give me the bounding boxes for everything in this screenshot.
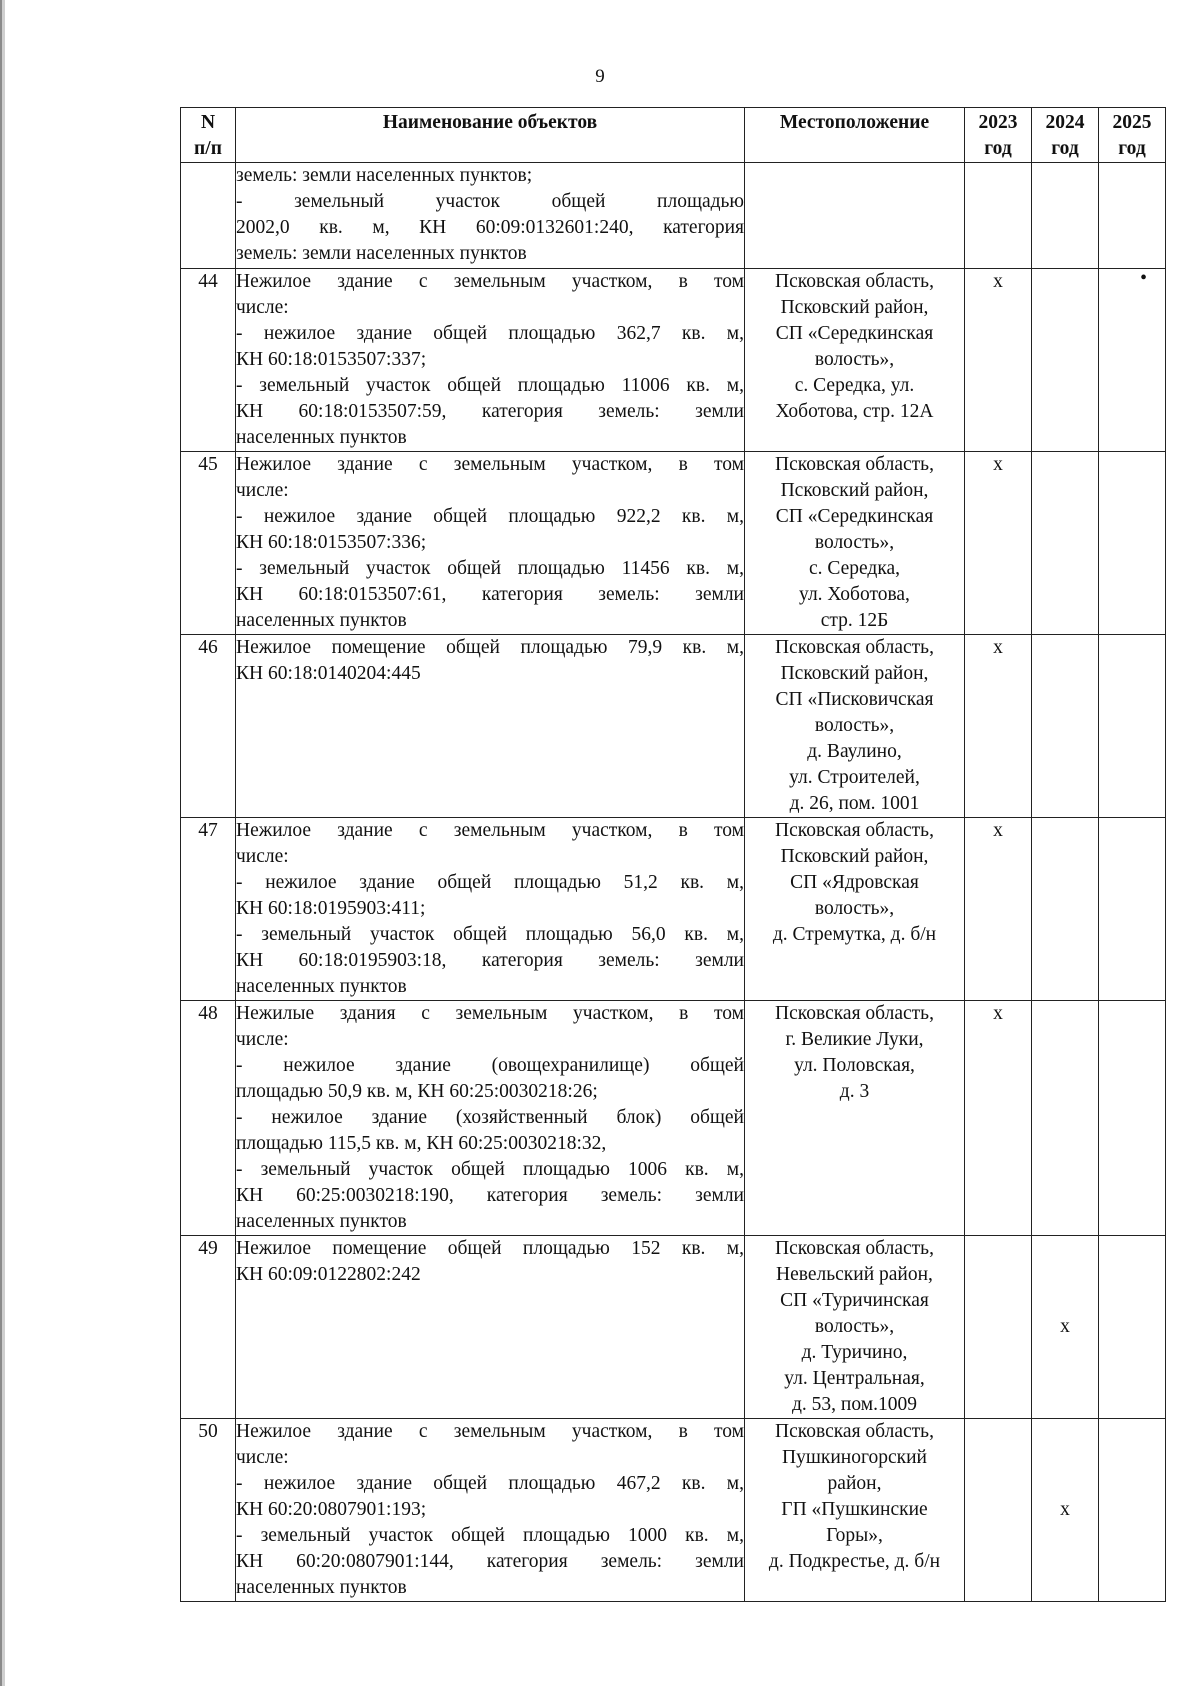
header-name: Наименование объектов [236, 108, 745, 163]
mark-2025 [1099, 1236, 1166, 1419]
object-location: Псковская область, Псковский район, СП «Ядровская волость», д. Стремутка, д. б/н [745, 818, 965, 1001]
mark-2023: х [965, 452, 1032, 635]
mark-2023: х [965, 1001, 1032, 1236]
header-2024: 2024 год [1032, 108, 1099, 163]
mark-2025 [1099, 1419, 1166, 1602]
mark-2025 [1099, 269, 1166, 452]
table-row [181, 269, 1166, 452]
object-description: Нежилое здание с земельным участком, в том числе: - нежилое здание общей площадью 922,2 кв. м, КН 60:18:0153507:336; - земельный участок общей площадью 11456 кв. м, КН 60:18:0153507:61, категория земель: земли населенных пунктов [236, 452, 745, 635]
objects-table [180, 107, 1166, 1602]
mark-2025 [1099, 635, 1166, 818]
header-location: Местоположение [745, 108, 965, 163]
mark-2024 [1032, 818, 1099, 1001]
page-number: 9 [595, 66, 605, 87]
object-location: Псковская область, Псковский район, СП «Середкинская волость», с. Середка, ул. Хоботова, стр. 12А [745, 269, 965, 452]
object-location: Псковская область, Невельский район, СП «Туричинская волость», д. Туричино, ул. Центральная, д. 53, пом.1009 [745, 1236, 965, 1419]
object-description: Нежилое здание с земельным участком, в том числе: - нежилое здание общей площадью 51,2 кв. м, КН 60:18:0195903:411; - земельный участок общей площадью 56,0 кв. м, КН 60:18:0195903:18, категория земель: земли населенных пунктов [236, 818, 745, 1001]
row-number: 44 [181, 269, 236, 452]
table-row [181, 1001, 1166, 1236]
object-description: Нежилое здание с земельным участком, в том числе: - нежилое здание общей площадью 362,7 кв. м, КН 60:18:0153507:337; - земельный участок общей площадью 11006 кв. м, КН 60:18:0153507:59, категория земель: земли населенных пунктов [236, 269, 745, 452]
table-row [181, 818, 1166, 1001]
table-row [181, 1419, 1166, 1602]
mark-2024: х [1032, 1236, 1099, 1419]
mark-2025 [1099, 1001, 1166, 1236]
table-header-row [181, 108, 1166, 163]
mark-2023 [965, 1236, 1032, 1419]
object-location: Псковская область, г. Великие Луки, ул. Половская, д. 3 [745, 1001, 965, 1236]
object-location: Псковская область, Пушкиногорский район, ГП «Пушкинские Горы», д. Подкрестье, д. б/н [745, 1419, 965, 1602]
row-number: 50 [181, 1419, 236, 1602]
mark-2025 [1099, 818, 1166, 1001]
table-row [181, 452, 1166, 635]
row-number: 49 [181, 1236, 236, 1419]
mark-2024 [1032, 635, 1099, 818]
mark-2024 [1032, 269, 1099, 452]
mark-2025 [1099, 452, 1166, 635]
header-num: N п/п [181, 108, 236, 163]
mark-2023: х [965, 635, 1032, 818]
mark-2023: х [965, 269, 1032, 452]
mark-2023: х [965, 818, 1032, 1001]
mark-2024 [1032, 452, 1099, 635]
object-description: Нежилые здания с земельным участком, в том числе: - нежилое здание (овощехранилище) общей площадью 50,9 кв. м, КН 60:25:0030218:26; - нежилое здание (хозяйственный блок) общей площадью 115,5 кв. м, КН 60:25:0030218:32, - земельный участок общей площадью 1006 кв. м, КН 60:25:0030218:190, категория земель: земли населенных пунктов [236, 1001, 745, 1236]
object-description: Нежилое здание с земельным участком, в том числе: - нежилое здание общей площадью 467,2 кв. м, КН 60:20:0807901:193; - земельный участок общей площадью 1000 кв. м, КН 60:20:0807901:144, категория земель: земли населенных пунктов [236, 1419, 745, 1602]
row-number: 45 [181, 452, 236, 635]
table-row [181, 1236, 1166, 1419]
header-2023: 2023 год [965, 108, 1032, 163]
row-number: 47 [181, 818, 236, 1001]
mark-2023 [965, 1419, 1032, 1602]
row-number: 48 [181, 1001, 236, 1236]
continuation-text: земель: земли населенных пунктов; - земельный участок общей площадью 2002,0 кв. м, КН 60:09:0132601:240, категория земель: земли населенных пунктов [236, 163, 745, 269]
stray-dot: • [1140, 268, 1147, 289]
table-row-continuation [181, 163, 1166, 269]
mark-2024 [1032, 1001, 1099, 1236]
mark-2024: х [1032, 1419, 1099, 1602]
row-number: 46 [181, 635, 236, 818]
table-row [181, 635, 1166, 818]
object-description: Нежилое помещение общей площадью 79,9 кв. м, КН 60:18:0140204:445 [236, 635, 745, 818]
header-2025: 2025 год [1099, 108, 1166, 163]
scan-edge [0, 0, 5, 1686]
object-location: Псковская область, Псковский район, СП «Середкинская волость», с. Середка, ул. Хоботова, стр. 12Б [745, 452, 965, 635]
object-location: Псковская область, Псковский район, СП «Писковичская волость», д. Ваулино, ул. Строителей, д. 26, пом. 1001 [745, 635, 965, 818]
object-description: Нежилое помещение общей площадью 152 кв. м, КН 60:09:0122802:242 [236, 1236, 745, 1419]
